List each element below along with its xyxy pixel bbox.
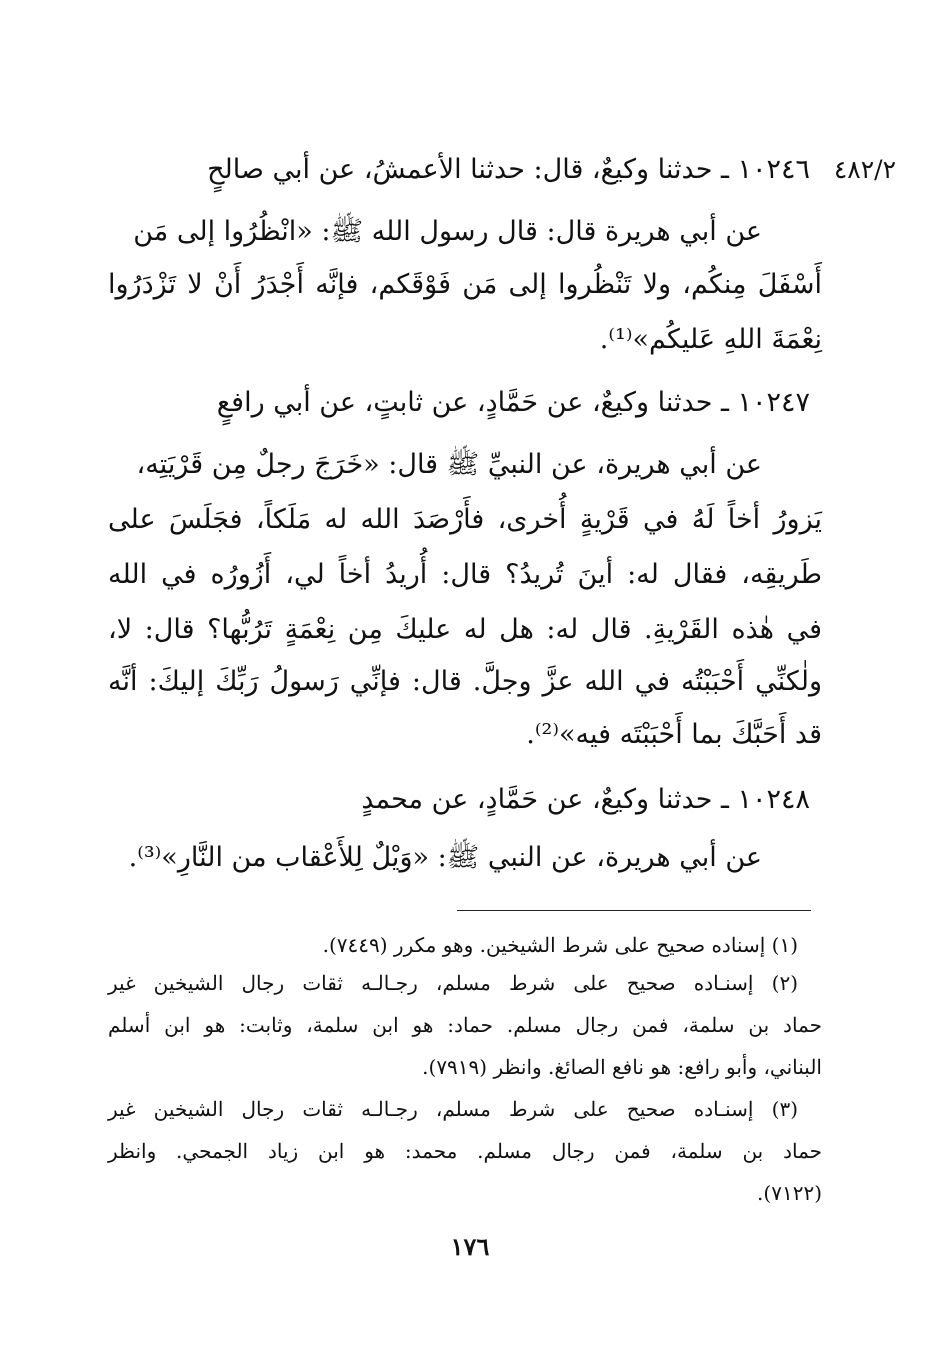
hadith-10248-line-1: عن أبي هريرة، عن النبي ﷺ: «وَيْلٌ لِلأَعْقاب من النَّارِ»⁽³⁾. bbox=[128, 842, 762, 873]
hadith-10246-line-3: نِعْمَةَ اللهِ عَليكُم»⁽¹⁾. bbox=[599, 324, 822, 355]
footnote-3-line-2: حماد بن سلمة، فمن رجال مسلم. محمد: هو ابن زياد الجمحي. وانظر bbox=[108, 1139, 822, 1163]
page-number: ١٧٦ bbox=[450, 1232, 490, 1261]
footnote-2-line-1: (٢) إسنـاده صحيح على شرط مسلم، رجـالـه ثقات رجال الشيخين غير bbox=[108, 971, 798, 995]
footnote-3-line-3: (٧١٢٢). bbox=[757, 1181, 822, 1205]
footnote-separator bbox=[457, 910, 811, 911]
hadith-10248-isnad: ١٠٢٤٨ ـ حدثنا وكيعٌ، عن حَمَّادٍ، عن محمدٍ bbox=[361, 784, 810, 815]
volume-page-reference: ٤٨٢/٢ bbox=[833, 155, 896, 184]
hadith-10246-line-1: عن أبي هريرة قال: قال رسول الله ﷺ: «انْظُرُوا إلى مَن bbox=[133, 216, 762, 247]
hadith-10247-line-4: في هٰذه القَرْيةِ. قال له: هل له عليكَ مِن نِعْمَةٍ تَرُبُّها؟ قال: لا، bbox=[108, 614, 822, 645]
hadith-10247-line-6: قد أَحَبَّكَ بما أَحْبَبْتَه فيه»⁽²⁾. bbox=[526, 719, 822, 750]
hadith-10247-line-2: يَزورُ أخاً لَهُ في قَرْيةٍ أُخرى، فأَرْصَدَ الله له مَلَكاً، فجَلَسَ على bbox=[108, 504, 822, 535]
hadith-10247-line-5: ولٰكنِّي أَحْبَبْتُه في الله عزَّ وجلَّ. قال: فإنِّي رَسولُ رَبِّكَ إليكَ: أنَّه bbox=[108, 666, 822, 697]
hadith-10246-line-2: أَسْفَلَ مِنكُم، ولا تَنْظُروا إلى مَن فَوْقَكم، فإنَّه أَجْدَرُ أَنْ لا تَزْدَرُوا bbox=[108, 269, 822, 300]
hadith-10246-isnad: ١٠٢٤٦ ـ حدثنا وكيعٌ، قال: حدثنا الأعمشُ، عن أبي صالحٍ bbox=[207, 154, 810, 185]
footnote-2-line-2: حماد بن سلمة، فمن رجال مسلم. حماد: هو ابن سلمة، وثابت: هو ابن أسلم bbox=[108, 1013, 822, 1037]
hadith-10247-line-3: طَريقِه، فقال له: أينَ تُريدُ؟ قال: أُريدُ أخاً لي، أَزُورُه في الله bbox=[108, 559, 822, 590]
footnote-1: (١) إسناده صحيح على شرط الشيخين. وهو مكرر (٧٤٤٩). bbox=[322, 933, 798, 957]
footnote-2-line-3: البناني، وأبو رافع: هو نافع الصائغ. وانظر (٧٩١٩). bbox=[422, 1055, 822, 1079]
hadith-10247-isnad: ١٠٢٤٧ ـ حدثنا وكيعٌ، عن حَمَّادٍ، عن ثابتٍ، عن أبي رافعٍ bbox=[216, 387, 810, 418]
hadith-10247-line-1: عن أبي هريرة، عن النبيِّ ﷺ قال: «خَرَجَ رجلٌ مِن قَرْيَتِه، bbox=[136, 449, 762, 480]
footnote-3-line-1: (٣) إسنـاده صحيح على شرط مسلم، رجـالـه ثقات رجال الشيخين غير bbox=[108, 1097, 798, 1121]
